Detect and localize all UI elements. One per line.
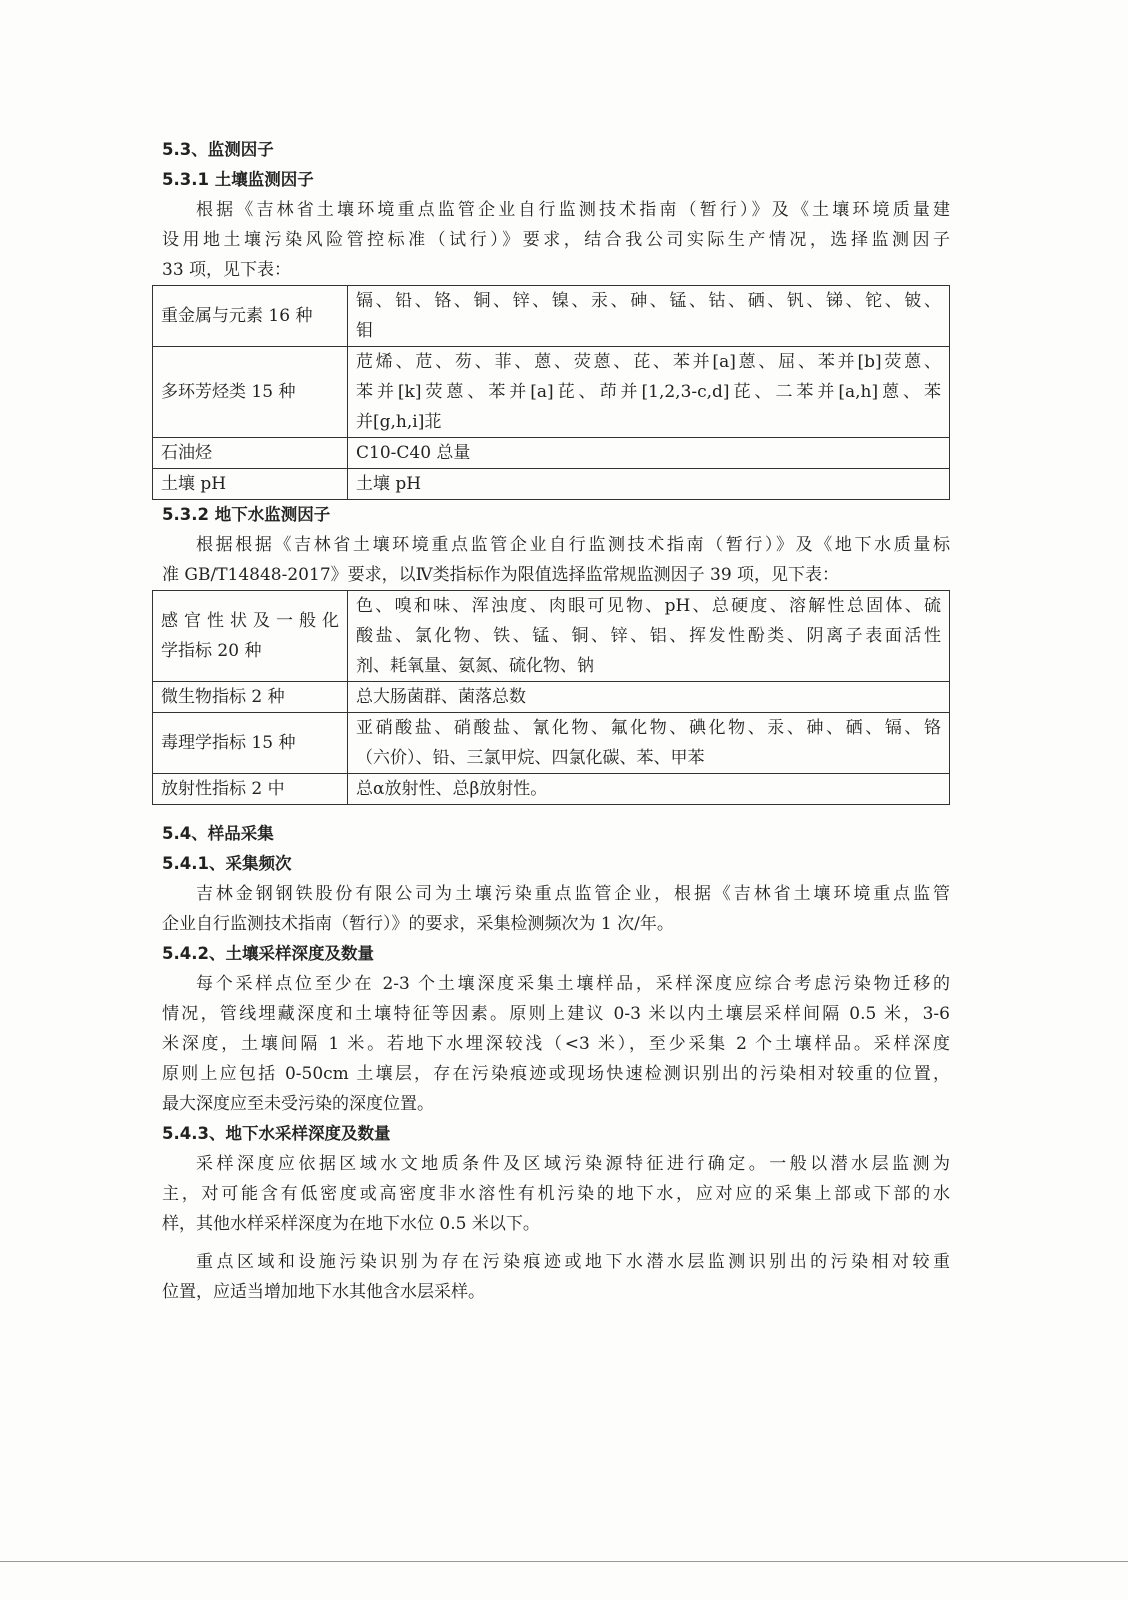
- text-line: 企业自行监测技术指南（暂行）》的要求，采集检测频次为 1 次/年。: [162, 914, 674, 934]
- text-line: 重点区域和设施污染识别为存在污染痕迹或地下水潜水层监测识别出的污染相对较重: [196, 1252, 950, 1272]
- text-line: 土壤 pH: [356, 474, 422, 494]
- factor-list: [348, 682, 950, 713]
- text-line: 钼: [356, 321, 373, 341]
- factor-category: 土壤 pH: [153, 469, 348, 500]
- text-line: 酸盐、氯化物、铁、锰、铜、锌、铝、挥发性酚类、阴离子表面活性: [356, 626, 941, 646]
- text-line: 准 GB/T14848-2017》要求，以Ⅳ类指标作为限值选择监常规监测因子 39 项，见下表：: [162, 565, 840, 585]
- section-heading: 5.3、监测因子: [162, 140, 274, 159]
- text-line: 位置，应适当增加地下水其他含水层采样。: [162, 1282, 485, 1302]
- paragraph: [162, 195, 950, 285]
- groundwater-factors-table: [152, 590, 950, 805]
- text-line: 毒理学指标 15 种: [161, 733, 296, 753]
- subsection-heading: 5.3.1 土壤监测因子: [162, 170, 314, 189]
- table-row: [153, 682, 950, 713]
- text-line: 感官性状及一般化: [161, 611, 339, 631]
- subsection-heading: 5.3.2 地下水监测因子: [162, 505, 331, 524]
- table-row: [153, 438, 950, 469]
- subsection-heading: 5.4.3、地下水采样深度及数量: [162, 1124, 391, 1143]
- scan-edge: [0, 1561, 1128, 1562]
- text-line: 最大深度应至未受污染的深度位置。: [162, 1094, 434, 1114]
- table-row: [153, 347, 950, 438]
- factor-category: [153, 713, 348, 774]
- factor-list: [348, 774, 950, 805]
- text-line: 吉林金钢钢铁股份有限公司为土壤污染重点监管企业，根据《吉林省土壤环境重点监管: [196, 884, 950, 904]
- text-line: 样，其他水样采样深度为在地下水位 0.5 米以下。: [162, 1214, 540, 1234]
- text-line: 总大肠菌群、菌落总数: [356, 687, 526, 707]
- factor-list: [348, 438, 950, 469]
- factor-list: [348, 713, 950, 774]
- text-line: 放射性指标 2 中: [161, 779, 285, 799]
- text-line: 亚硝酸盐、硝酸盐、氰化物、氟化物、碘化物、汞、砷、硒、镉、铬: [356, 718, 941, 738]
- text-line: C10-C40 总量: [356, 443, 471, 463]
- text-line: 设用地土壤污染风险管控标准（试行）》要求，结合我公司实际生产情况，选择监测因子: [162, 230, 950, 250]
- text-line: 色、嗅和味、浑浊度、肉眼可见物、pH、总硬度、溶解性总固体、硫: [356, 596, 941, 616]
- text-line: 苯并[k]荧蒽、苯并[a]芘、茚并[1,2,3-c,d]芘、二苯并[a,h]蒽、苯: [356, 382, 941, 402]
- text-line: 主，对可能含有低密度或高密度非水溶性有机污染的地下水，应对应的采集上部或下部的水: [162, 1184, 950, 1204]
- subsection-heading: 5.4.1、采集频次: [162, 854, 292, 873]
- subsection-heading: 5.4.2、土壤采样深度及数量: [162, 944, 374, 963]
- factor-list: [348, 469, 950, 500]
- factor-list: [348, 347, 950, 438]
- document-page: [162, 135, 950, 1307]
- text-line: 学指标 20 种: [161, 641, 262, 661]
- paragraph: [162, 1247, 950, 1307]
- soil-factors-table: [152, 285, 950, 500]
- factor-category: [153, 591, 348, 682]
- factor-list: [348, 286, 950, 347]
- text-line: 剂、耗氧量、氨氮、硫化物、钠: [356, 656, 594, 676]
- text-line: 采样深度应依据区域水文地质条件及区域污染源特征进行确定。一般以潜水层监测为: [196, 1154, 950, 1174]
- text-line: 米深度，土壤间隔 1 米。若地下水埋深较浅（<3 米），至少采集 2 个土壤样品。采样深度: [162, 1034, 950, 1054]
- table-row: [153, 469, 950, 500]
- text-line: 情况，管线埋藏深度和土壤特征等因素。原则上建议 0-3 米以内土壤层采样间隔 0.5 米，3-6: [162, 1004, 950, 1024]
- text-line: 33 项，见下表：: [162, 260, 292, 280]
- paragraph: [162, 879, 950, 939]
- table-row: [153, 286, 950, 347]
- text-line: 原则上应包括 0-50cm 土壤层，存在污染痕迹或现场快速检测识别出的污染相对较重的位置，: [162, 1064, 950, 1084]
- text-line: 苊烯、苊、芴、菲、蒽、荧蒽、芘、苯并[a]蒽、屈、苯并[b]荧蒽、: [356, 352, 941, 372]
- factor-category: 石油烃: [153, 438, 348, 469]
- text-line: 微生物指标 2 种: [161, 687, 285, 707]
- text-line: 每个采样点位至少在 2-3 个土壤深度采集土壤样品，采样深度应综合考虑污染物迁移的: [196, 974, 950, 994]
- text-line: （六价）、铅、三氯甲烷、四氯化碳、苯、甲苯: [356, 748, 705, 768]
- factor-category: 重金属与元素 16 种: [153, 286, 348, 347]
- text-line: 并[g,h,i]苝: [356, 412, 442, 432]
- factor-category: [153, 774, 348, 805]
- text-line: 镉、铅、铬、铜、锌、镍、汞、砷、锰、钴、硒、钒、锑、铊、铍、: [356, 291, 941, 311]
- text-line: 总α放射性、总β放射性。: [356, 779, 548, 799]
- section-heading: 5.4、样品采集: [162, 824, 274, 843]
- text-line: 根据根据《吉林省土壤环境重点监管企业自行监测技术指南（暂行）》及《地下水质量标: [196, 535, 950, 555]
- paragraph: [162, 530, 950, 590]
- factor-category: [153, 682, 348, 713]
- factor-category: 多环芳烃类 15 种: [153, 347, 348, 438]
- factor-list: [348, 591, 950, 682]
- table-row: [153, 591, 950, 682]
- table-row: [153, 774, 950, 805]
- text-line: 根据《吉林省土壤环境重点监管企业自行监测技术指南（暂行）》及《土壤环境质量建: [196, 200, 950, 220]
- paragraph: [162, 969, 950, 1119]
- table-row: [153, 713, 950, 774]
- paragraph: [162, 1149, 950, 1239]
